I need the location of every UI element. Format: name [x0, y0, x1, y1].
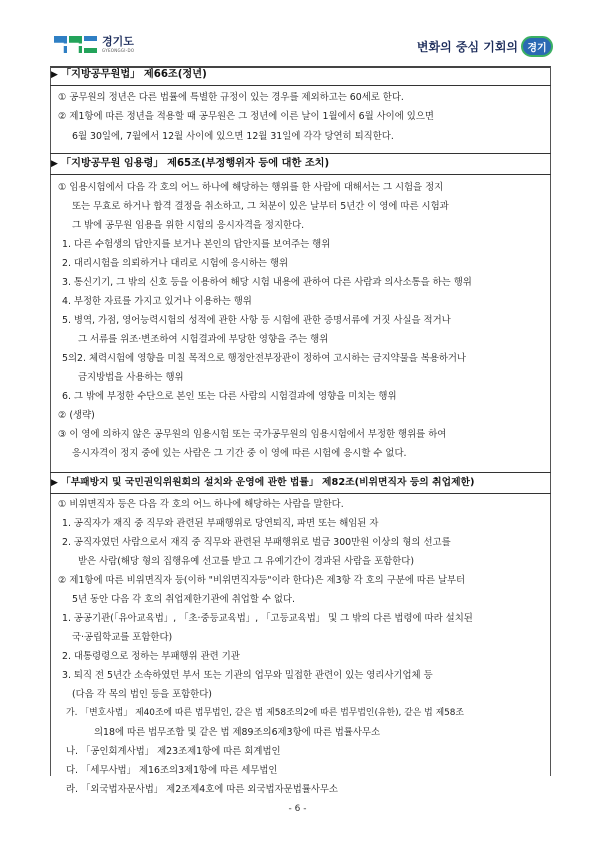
section-heading: ▶ 「지방공무원 임용령」 제65조(부정행위자 등에 대한 조치)	[50, 155, 551, 175]
text-line: 라. 「외국법자문사법」 제2조제4호에 따른 외국법자문법률사무소	[66, 784, 338, 795]
section-heading: ▶ 「지방공무원법」 제66조(정년)	[50, 66, 551, 86]
text-line: 6. 그 밖에 부정한 수단으로 본인 또는 다른 사람의 시험결과에 영향을 미치는 행위	[62, 391, 397, 402]
section-divider	[50, 472, 551, 473]
gyeonggi-logo	[54, 36, 134, 53]
text-line: 1. 다른 수험생의 답안지를 보거나 본인의 답안지를 보여주는 행위	[62, 239, 331, 250]
gyeonggi-logo-icon	[54, 36, 97, 53]
text-line: 5. 병역, 가점, 영어능력시험의 성적에 관한 사항 등 시험에 관한 증명서류에 거짓 사실을 적거나	[62, 315, 451, 326]
text-line: 2. 공직자였던 사람으로서 재직 중 직무와 관련된 부패행위로 벌금 300만원 이상의 형의 선고를	[62, 537, 451, 548]
text-line: 2. 대통령령으로 정하는 부패행위 관련 기관	[62, 651, 240, 662]
triangle-bullet-icon: ▶	[51, 70, 58, 80]
text-line: 또는 무효로 하거나 합격 결정을 취소하고, 그 처분이 있은 날부터 5년간 이 영에 따른 시험과	[72, 201, 449, 212]
text-line: 의18에 따른 법무조합 및 같은 법 제89조의6제3항에 따른 법률사무소	[94, 727, 381, 738]
text-line: 그 밖에 공무원 임용을 위한 시험의 응시자격을 정지한다.	[72, 220, 305, 231]
text-line: 가. 「변호사법」 제40조에 따른 법무법인, 같은 법 제58조의2에 따른 법무법인(유한), 같은 법 제58조	[66, 708, 465, 718]
text-line: ① 공무원의 정년은 다른 법률에 특별한 규정이 있는 경우를 제외하고는 60세로 한다.	[58, 92, 404, 103]
text-line: 받은 사람(해당 형의 집행유예 선고를 받고 그 유예기간이 경과된 사람을 포함한다)	[78, 556, 414, 567]
logo-sub: GYEONGGI-DO	[102, 48, 135, 53]
text-line: 다. 「세무사법」 제16조의3제1항에 따른 세무법인	[66, 765, 278, 776]
text-line: ① 비위면직자 등은 다음 각 호의 어느 하나에 해당하는 사람을 말한다.	[58, 499, 344, 510]
logo-name: 경기도	[102, 35, 134, 48]
text-line: 1. 공공기관(「유아교육법」, 「초·중등교육법」, 「고등교육법」 및 그 밖의 다른 법령에 따라 설치된	[62, 613, 473, 624]
section-heading: ▶ 「부패방지 및 국민권익위원회의 설치와 운영에 관한 법률」 제82조(비위면직자 등의 취업제한)	[50, 474, 551, 494]
text-line: 3. 퇴직 전 5년간 소속하였던 부서 또는 기관의 업무와 밀접한 관련이 있는 영리사기업체 등	[62, 670, 433, 681]
triangle-bullet-icon: ▶	[51, 478, 58, 488]
text-line: ② 제1항에 따른 비위면직자 등(이하 "비위면직자등"이라 한다)은 제3항 각 호의 구분에 따른 날부터	[58, 575, 466, 586]
text-line: 5년 동안 다음 각 호의 취업제한기관에 취업할 수 없다.	[72, 594, 295, 605]
text-line: ① 임용시험에서 다음 각 호의 어느 하나에 해당하는 행위를 한 사람에 대해서는 그 시험을 정지	[58, 182, 444, 193]
text-line: 1. 공직자가 재직 중 직무와 관련된 부패행위로 당연퇴직, 파면 또는 해임된 자	[62, 518, 379, 529]
text-line: ② 제1항에 따른 정년을 적용할 때 공무원은 그 정년에 이른 날이 1월에서 6월 사이에 있으면	[58, 111, 434, 122]
triangle-bullet-icon: ▶	[51, 159, 58, 169]
text-line: 금지방법을 사용하는 행위	[78, 372, 184, 383]
text-line: 6월 30일에, 7월에서 12월 사이에 있으면 12월 31일에 각각 당연히 퇴직한다.	[72, 131, 394, 142]
text-line: 그 서류를 위조·변조하여 시험결과에 부당한 영향을 주는 행위	[78, 334, 329, 345]
text-line: 응시자격이 정지 중에 있는 사람은 그 기간 중 이 영에 따른 시험에 응시할 수 없다.	[72, 448, 407, 459]
text-line: ② (생략)	[58, 410, 95, 421]
text-line: 5의2. 체력시험에 영향을 미칠 목적으로 행정안전부장관이 정하여 고시하는 금지약물을 복용하거나	[62, 353, 466, 364]
text-line: ③ 이 영에 의하지 않은 공무원의 임용시험 또는 국가공무원의 임용시험에서 부정한 행위를 하여	[58, 429, 447, 440]
text-line: 나. 「공인회계사법」 제23조제1항에 따른 회계법인	[66, 746, 281, 757]
page-header	[0, 0, 595, 66]
slogan-badge: 경기	[521, 36, 553, 57]
text-line: 국·공립학교를 포함한다)	[72, 632, 173, 643]
page-number: - 6 -	[288, 804, 307, 814]
section-divider	[50, 153, 551, 154]
text-line: 4. 부정한 자료를 가지고 있거나 이용하는 행위	[62, 296, 252, 307]
slogan	[417, 36, 553, 57]
text-line: (다음 각 목의 법인 등을 포함한다)	[72, 689, 212, 700]
text-line: 3. 통신기기, 그 밖의 신호 등을 이용하여 해당 시험 내용에 관하여 다른 사람과 의사소통을 하는 행위	[62, 277, 472, 288]
text-line: 2. 대리시험을 의뢰하거나 대리로 시험에 응시하는 행위	[62, 258, 289, 269]
slogan-text: 변화의 중심 기회의	[416, 40, 518, 54]
